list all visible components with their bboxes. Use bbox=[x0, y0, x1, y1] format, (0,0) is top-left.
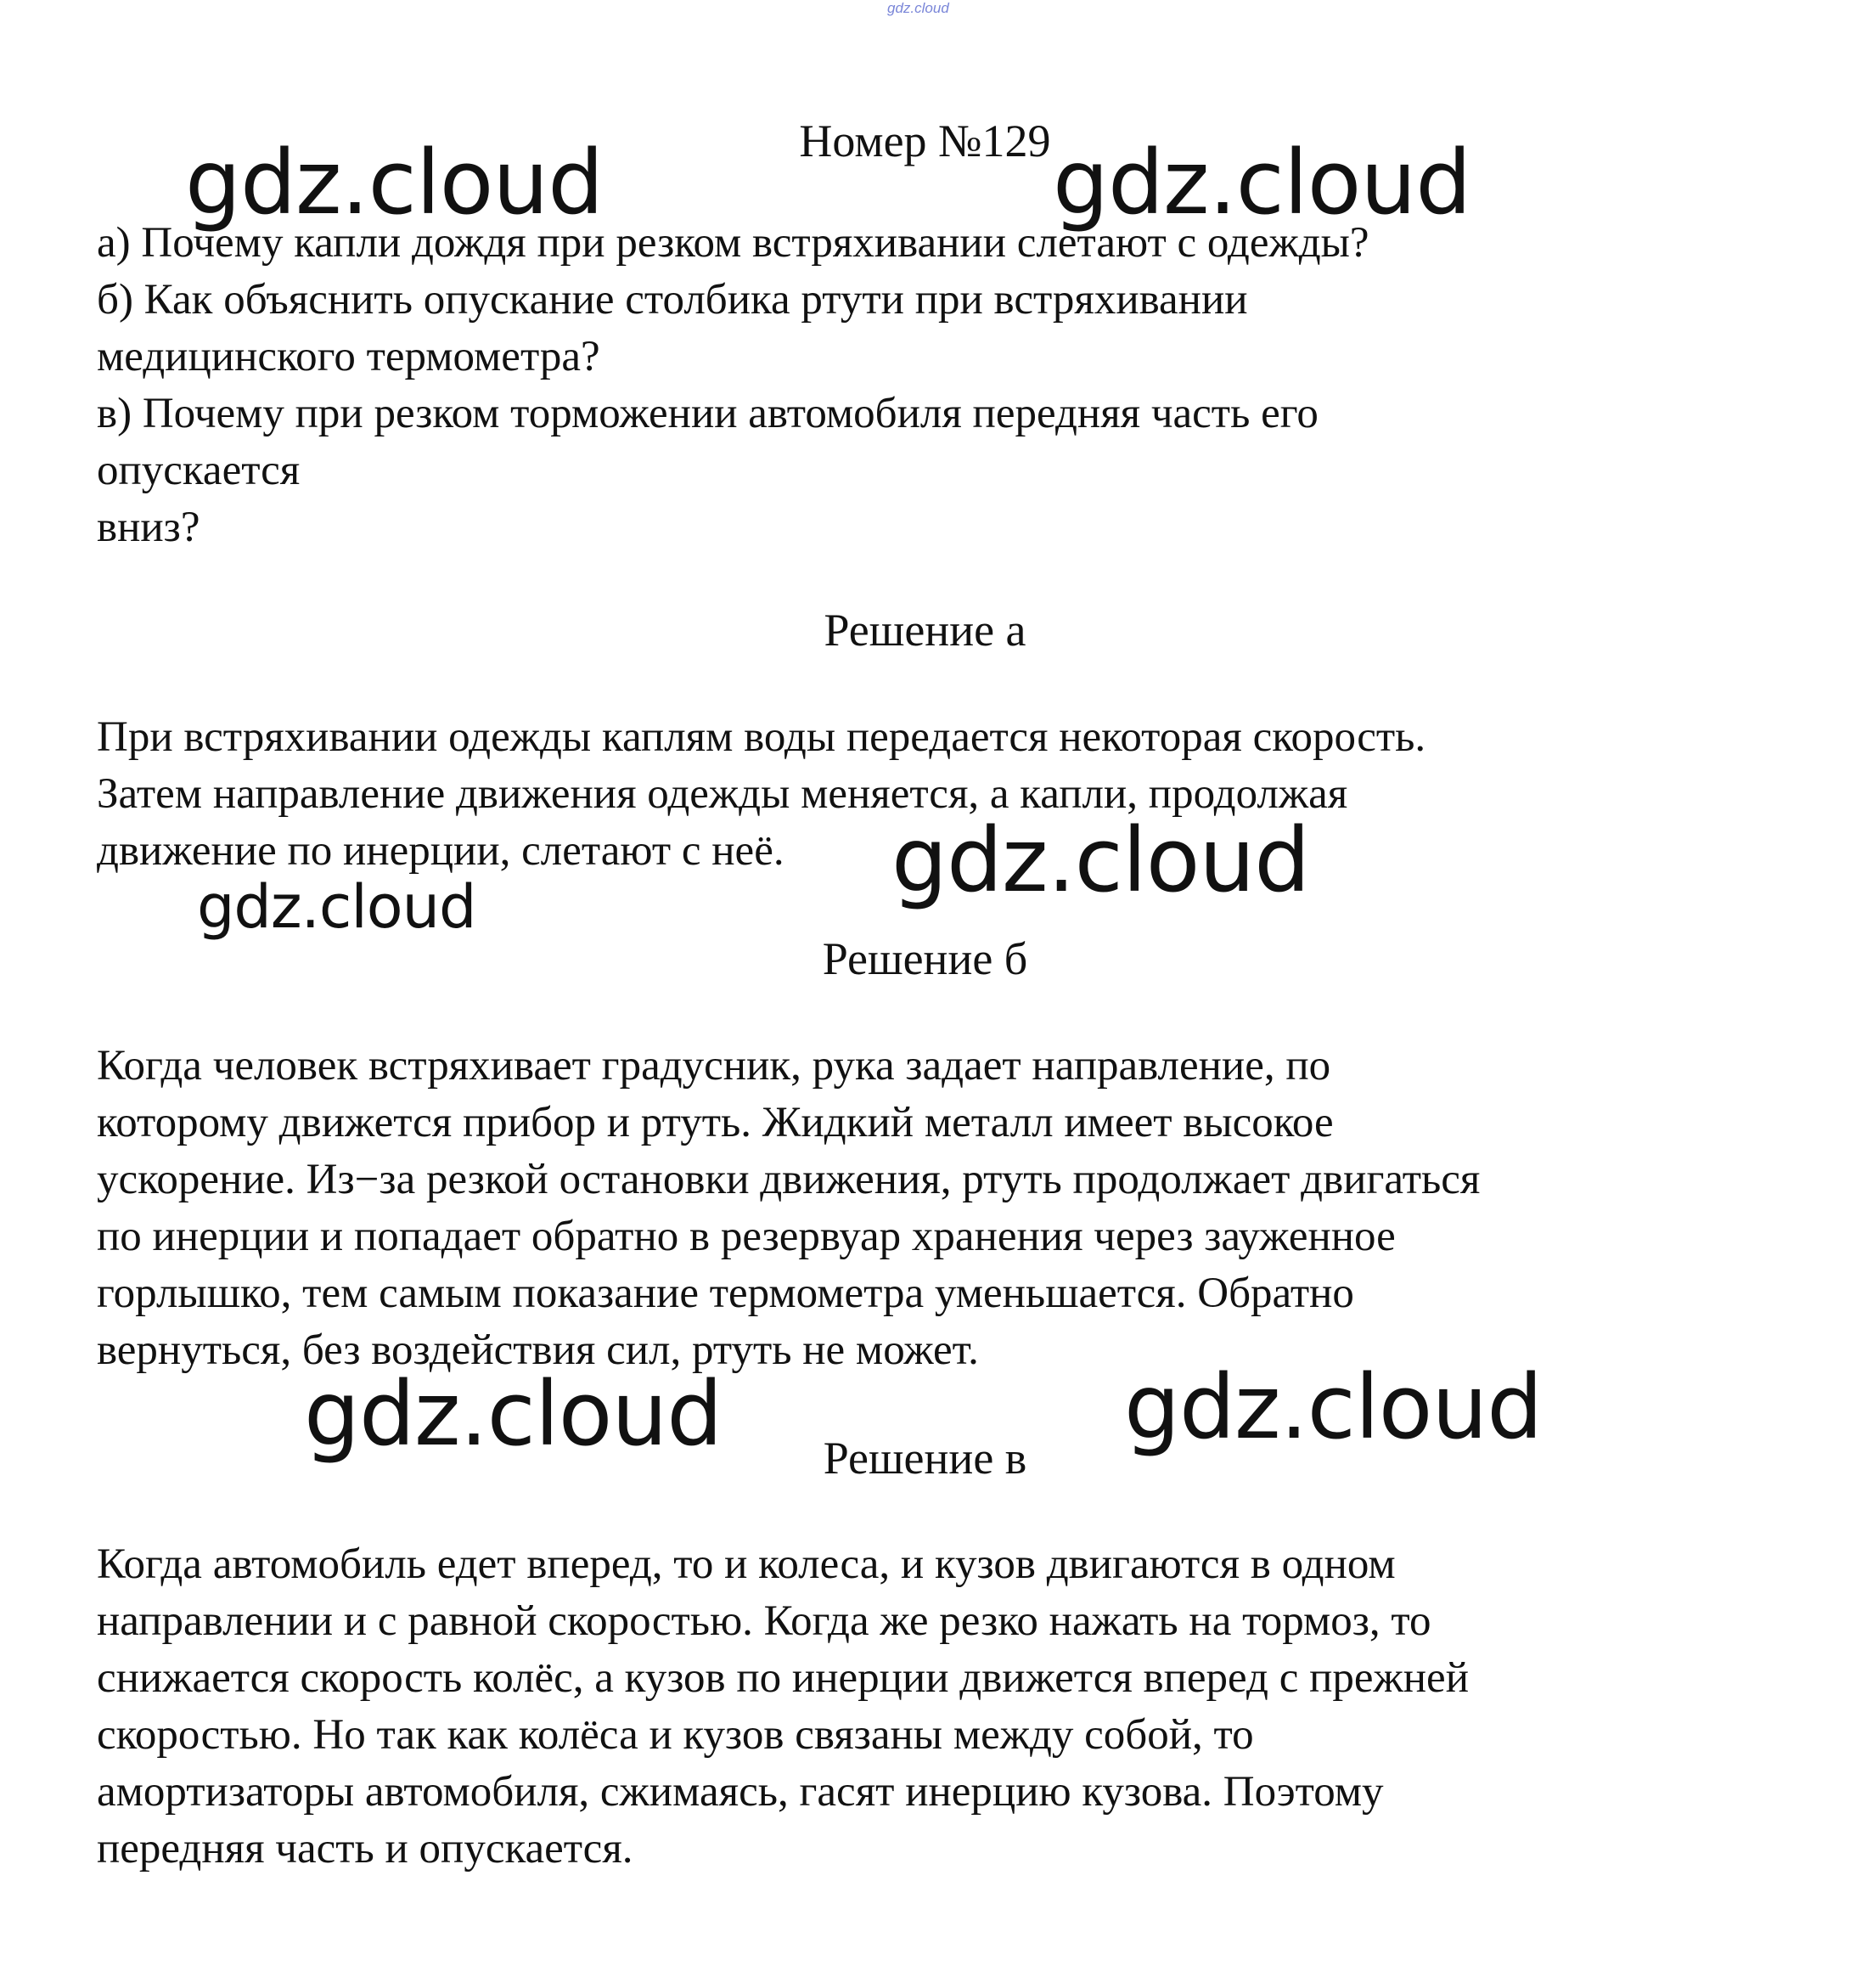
solution-c-heading: Решение в bbox=[823, 1433, 1027, 1484]
solution-c-text bbox=[97, 1536, 1761, 1878]
solution-c-line: снижается скорость колёс, а кузов по инерции движется вперед с прежней bbox=[97, 1654, 1469, 1702]
solution-c-line: направлении и с равной скоростью. Когда же резко нажать на тормоз, то bbox=[97, 1597, 1431, 1645]
watermark: gdz.cloud bbox=[185, 131, 604, 234]
question-text bbox=[97, 215, 1761, 556]
solution-a-line: движение по инерции, слетают с неё. bbox=[97, 827, 784, 875]
solution-b-line: Когда человек встряхивает градусник, рука задает направление, по bbox=[97, 1042, 1331, 1090]
question-line: опускается bbox=[97, 447, 301, 494]
top-watermark: gdz.cloud bbox=[887, 0, 949, 16]
watermark: gdz.cloud bbox=[197, 872, 476, 942]
solution-b-line: ускорение. Из−за резкой остановки движения, ртуть продолжает двигаться bbox=[97, 1156, 1481, 1203]
solution-b-line: которому движется прибор и ртуть. Жидкий металл имеет высокое bbox=[97, 1099, 1334, 1146]
solution-c-line: передняя часть и опускается. bbox=[97, 1825, 633, 1873]
watermark: gdz.cloud bbox=[304, 1362, 723, 1466]
solution-b-heading: Решение б bbox=[822, 933, 1028, 984]
watermark: gdz.cloud bbox=[1124, 1355, 1543, 1459]
question-line: а) Почему капли дождя при резком встряхивании слетают с одежды? bbox=[97, 219, 1369, 267]
solution-a-line: При встряхивании одежды каплям воды передается некоторая скорость. bbox=[97, 713, 1426, 761]
solution-b-line: вернуться, без воздействия сил, ртуть не может. bbox=[97, 1326, 979, 1374]
solution-b-line: по инерции и попадает обратно в резервуар хранения через зауженное bbox=[97, 1213, 1396, 1260]
solution-b-line: горлышко, тем самым показание термометра уменьшается. Обратно bbox=[97, 1270, 1354, 1317]
watermark: gdz.cloud bbox=[1053, 131, 1471, 234]
page-title: Номер №129 bbox=[799, 115, 1051, 166]
watermark: gdz.cloud bbox=[891, 808, 1310, 912]
question-line: б) Как объяснить опускание столбика ртути при встряхивании bbox=[97, 276, 1248, 324]
question-line: медицинского термометра? bbox=[97, 333, 600, 380]
solution-c-line: амортизаторы автомобиля, сжимаясь, гасят инерцию кузова. Поэтому bbox=[97, 1768, 1384, 1816]
solution-a-heading: Решение а bbox=[824, 605, 1026, 656]
solution-a-line: Затем направление движения одежды меняется, а капли, продолжая bbox=[97, 770, 1348, 818]
solution-c-line: Когда автомобиль едет вперед, то и колеса, и кузов двигаются в одном bbox=[97, 1540, 1396, 1588]
question-line: вниз? bbox=[97, 504, 200, 551]
question-line: в) Почему при резком торможении автомобиля передняя часть его bbox=[97, 390, 1319, 437]
solution-c-line: скоростью. Но так как колёса и кузов связаны между собой, то bbox=[97, 1711, 1254, 1759]
solution-b-text bbox=[97, 1038, 1761, 1379]
